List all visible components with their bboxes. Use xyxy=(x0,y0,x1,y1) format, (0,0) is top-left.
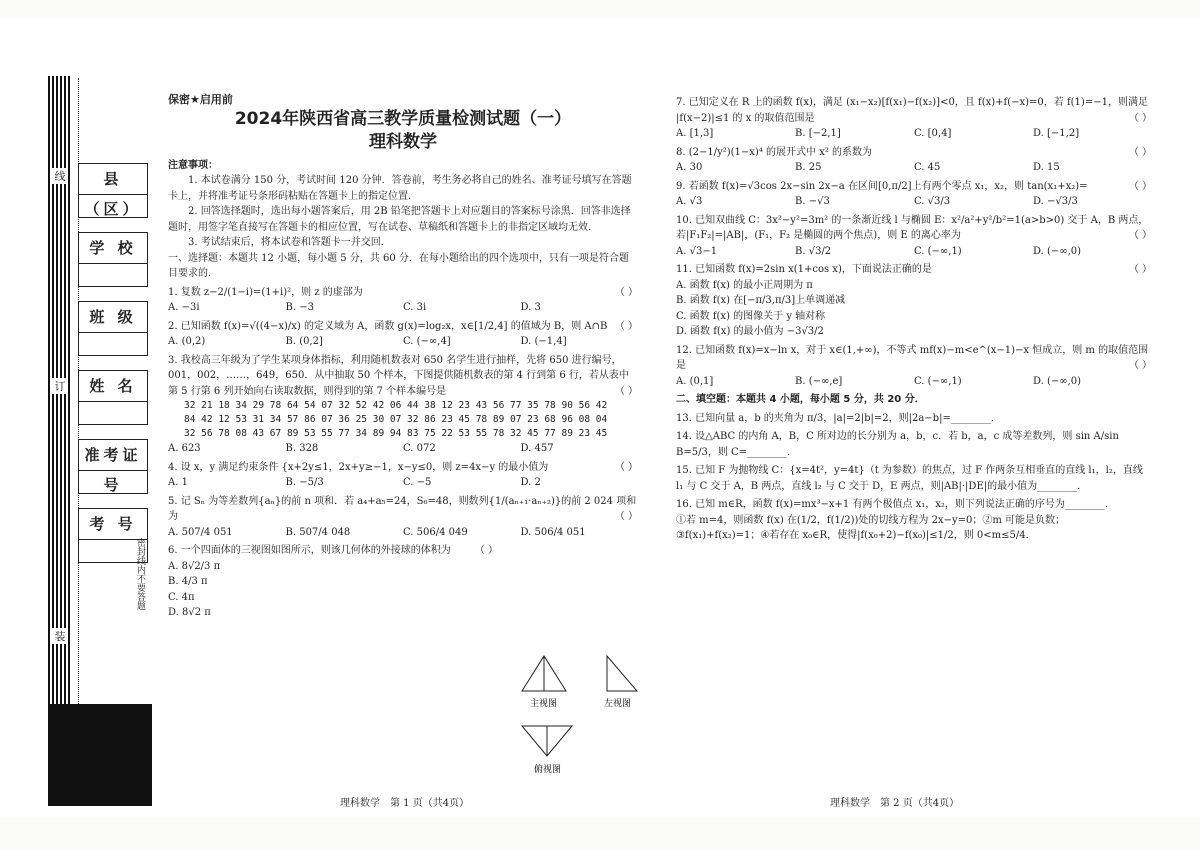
secret-label: 保密★启用前 xyxy=(168,93,233,106)
option: B. √3/2 xyxy=(795,245,832,257)
answer-paren: （ ） xyxy=(1128,180,1152,192)
three-view-figure xyxy=(512,646,647,786)
option: C. 函数 f(x) 的图像关于 y 轴对称 xyxy=(676,310,826,322)
option: C. [0,4] xyxy=(914,128,952,139)
option: A. (0,2) xyxy=(168,336,206,347)
question-16: 16. 已知 m∈R，函数 f(x)=mx³−x+1 有两个极值点 x₁，x₂，则下列说法正确的序号为________． xyxy=(676,499,1115,510)
option: A. 623 xyxy=(168,443,201,454)
right-column xyxy=(676,92,1152,544)
option: B. [−2,1] xyxy=(795,128,841,139)
answer-paren: （ ） xyxy=(1128,264,1152,275)
page-footer-right: 理科数学 第 2 页（共4页） xyxy=(830,798,960,809)
note-item: 2. 回答选择题时，选出每小题答案后，用 2B 铅笔把答题卡上对应题目的答案标号涂黑．回答非选择题时，用签字笔直接写在答题卡的相应位置，写在试卷、草稿纸和答题卡上的非指定区域均无效． xyxy=(168,206,631,233)
option: B. −√3 xyxy=(795,196,830,207)
note-item: 1. 本试卷满分 150 分，考试时间 120 分钟．答卷前，考生务必将自己的姓名、准考证号填写在答题卡上，并将准考证号条形码粘贴在答题卡上的指定位置． xyxy=(168,175,632,202)
option: B. 507/4 048 xyxy=(285,526,351,538)
option: A. √3−1 xyxy=(676,245,718,257)
option: B. −3 xyxy=(285,302,314,313)
side-view-label: 左视图 xyxy=(604,699,632,709)
option: A. 507/4 051 xyxy=(168,526,233,538)
answer-paren: （ ） xyxy=(614,511,638,522)
answer-paren: （ ） xyxy=(1128,230,1152,241)
name-field[interactable]: 姓 名 xyxy=(78,370,148,425)
question-stem: 7. 已知定义在 R 上的函数 f(x)，满足 (x₁−x₂)[f(x₁)−f(x₂)]<0，且 f(x)+f(−x)=0，若 f(1)=−1，则满足 |f(x−2)|≤1 的 x 的取值范围是 xyxy=(676,97,1148,124)
question-stem: 9. 若函数 f(x)=√3cos 2x−sin 2x−a 在区间[0,π/2]上有两个零点 x₁，x₂，则 tan(x₁+x₂)= xyxy=(676,180,1088,192)
option: C. (−∞,1) xyxy=(914,245,962,257)
option: C. −5 xyxy=(403,477,432,488)
option: B. 函数 f(x) 在[−π/3,π/3]上单调递减 xyxy=(676,295,846,306)
question-stem: 6. 一个四面体的三视图如图所示，则该几何体的外接球的体积为 xyxy=(168,545,451,556)
option: A. −3i xyxy=(168,302,200,313)
option: A. [1,3] xyxy=(676,128,714,139)
section-heading: 一、选择题：本题共 12 小题，每小题 5 分，共 60 分．在每小题给出的四个选项中，只有一项是符合题目要求的． xyxy=(168,252,629,279)
question-6 xyxy=(168,543,498,621)
table-row: 32 56 78 08 43 67 89 53 55 77 34 89 94 83 75 22 53 55 78 32 45 77 89 23 45 xyxy=(184,428,608,439)
question-stem: 8. (2−1/y²)(1−x)⁴ 的展开式中 x² 的系数为 xyxy=(676,146,873,158)
option: D. 3 xyxy=(520,302,541,313)
student-info-fields xyxy=(78,163,148,577)
option: D. 8√2 π xyxy=(168,607,211,618)
option: D. 2 xyxy=(520,477,541,488)
question-14: 14. 设△ABC 的内角 A，B，C 所对边的长分别为 a，b，c．若 b，a，c 成等差数列，则 sin A/sin B=5/3，则 C=________． xyxy=(676,431,1119,458)
exam-title: 2024年陕西省高三教学质量检测试题（一） xyxy=(234,108,572,129)
option: C. 3i xyxy=(403,302,427,313)
side-view-shape xyxy=(607,656,637,691)
exam-number-field[interactable]: 考 号 xyxy=(78,508,148,563)
answer-paren: （ ） xyxy=(474,545,498,556)
option: B. −5/3 xyxy=(285,477,324,488)
question-stem: 4. 设 x，y 满足约束条件 {x+2y≤1，2x+y≥−1，x−y≤0，则 z=4x−y 的最小值为 xyxy=(168,461,549,473)
front-view-label: 主视图 xyxy=(530,699,558,709)
question-2 xyxy=(168,319,638,350)
question-10 xyxy=(676,213,1152,260)
option: D. −√3/3 xyxy=(1033,196,1078,207)
question-4 xyxy=(168,460,638,491)
option: D. (−1,4] xyxy=(520,336,567,347)
notes-heading: 注意事项： xyxy=(168,159,218,171)
answer-paren: （ ） xyxy=(614,286,638,298)
answer-paren: （ ） xyxy=(614,320,638,332)
question-stem: 11. 已知函数 f(x)=2sin x(1+cos x)，下面说法正确的是 xyxy=(676,264,932,275)
option: A. 1 xyxy=(168,477,188,488)
option: B. 328 xyxy=(285,443,319,454)
option: D. 457 xyxy=(520,443,554,454)
option: B. (0,2] xyxy=(285,336,323,347)
option: D. (−∞,0) xyxy=(1033,245,1082,257)
ticket-number-field[interactable]: 准考证号 xyxy=(78,439,148,494)
exam-sheet xyxy=(0,18,1200,818)
option: C. 506/4 049 xyxy=(403,526,468,538)
table-row: 32 21 18 34 29 78 64 54 07 32 52 42 06 44 38 12 23 43 56 77 35 78 90 56 42 xyxy=(184,400,608,411)
binding-strip xyxy=(48,76,72,806)
question-12 xyxy=(676,343,1152,390)
table-row: 84 42 12 53 31 34 57 86 07 36 25 30 07 32 86 23 45 78 89 07 23 68 96 08 04 xyxy=(184,414,608,425)
answer-paren: （ ） xyxy=(1128,112,1152,124)
question-16-statement: ③f(x₁)+f(x₂)=1；④若存在 x₀∈R，使得|f(x₀+2)−f(x₀)|≤1/2，则 0<m≤5/4． xyxy=(676,530,1036,541)
option: C. 072 xyxy=(403,443,436,454)
class-field[interactable]: 班 级 xyxy=(78,301,148,356)
county-field[interactable]: 县（区） xyxy=(78,163,148,218)
question-7 xyxy=(676,95,1152,142)
left-column xyxy=(168,92,638,621)
option: B. 4/3 π xyxy=(168,576,208,587)
page-footer-left: 理科数学 第 1 页（共4页） xyxy=(340,798,470,809)
option: A. √3 xyxy=(676,196,703,207)
question-8 xyxy=(676,145,1152,176)
option: C. 45 xyxy=(914,162,941,173)
option: B. (−∞,e] xyxy=(795,375,843,387)
question-11 xyxy=(676,262,1152,340)
seal-mark-bind: 装 xyxy=(52,628,68,644)
option: D. (−∞,0) xyxy=(1033,375,1082,387)
option: C. (−∞,4] xyxy=(403,336,451,347)
seal-mark-line: 线 xyxy=(52,168,68,184)
answer-paren: （ ） xyxy=(1128,360,1152,371)
exam-subtitle: 理科数学 xyxy=(369,131,437,152)
question-13: 13. 已知向量 a，b 的夹角为 π/3，|a|=2|b|=2，则|2a−b|=________． xyxy=(676,412,1001,424)
section-heading: 二、填空题：本题共 4 小题，每小题 5 分，共 20 分． xyxy=(676,394,925,405)
option: C. √3/3 xyxy=(914,196,951,207)
answer-paren: （ ） xyxy=(1128,146,1152,158)
option: C. 4π xyxy=(168,591,195,603)
school-field[interactable]: 学 校 xyxy=(78,232,148,287)
top-view-label: 俯视图 xyxy=(534,765,562,775)
note-item: 3. 考试结束后，将本试卷和答题卡一并交回． xyxy=(188,237,391,248)
random-number-table xyxy=(168,399,638,441)
question-stem: 5. 记 Sₙ 为等差数列{aₙ}的前 n 项和．若 a₄+a₅=24，S₆=48，则数列{1/(aₙ₊₁·aₙ₊₂)}的前 2 024 项和为 xyxy=(168,495,637,522)
question-1 xyxy=(168,285,638,316)
option: A. 8√2/3 π xyxy=(168,560,221,572)
question-15: 15. 已知 F 为抛物线 C：{x=4t²，y=4t}（t 为参数）的焦点，过 F 作两条互相垂直的直线 l₁，l₂，直线 l₁ 与 C 交于 A，B 两点，直线 l₂ 与 C 交于 D，E 两点，则|AB|·|DE|的最小值为________． xyxy=(676,465,1143,492)
question-stem: 3. 我校高三年级为了学生某项身体指标，利用随机数表对 650 名学生进行抽样，先将 650 进行编号，001，002，……，649，650．从中抽取 50 个样本，下图提供随机数表的第 4 行到第 6 行，若从表中第 5 行第 6 列开始向右读取数据，则得到的第 7 个样本编号是 xyxy=(168,354,629,397)
option: A. 函数 f(x) 的最小正周期为 π xyxy=(676,279,813,291)
seal-mark-order: 订 xyxy=(52,378,68,394)
question-5 xyxy=(168,494,638,541)
black-block xyxy=(48,704,152,806)
question-3 xyxy=(168,353,638,457)
question-stem: 12. 已知函数 f(x)=x−ln x，对于 x∈(1,+∞)，不等式 mf(x)−m<e^(x−1)−x 恒成立，则 m 的取值范围是 xyxy=(676,344,1149,371)
option: C. (−∞,1) xyxy=(914,375,962,387)
question-stem: 2. 已知函数 f(x)=√((4−x)/x) 的定义域为 A，函数 g(x)=log₂x，x∈[1/2,4] 的值域为 B，则 A∩B xyxy=(168,320,608,332)
seal-warning: 密封线内不要答题 xyxy=(135,538,145,610)
question-stem: 1. 复数 z−2/(1−i)=(1+i)²，则 z 的虚部为 xyxy=(168,286,363,298)
question-stem: 10. 已知双曲线 C：3x²−y²=3m² 的一条渐近线 l 与椭圆 E：x²/a²+y²/b²=1(a>b>0) 交于 A，B 两点，若|F₁F₂|=|AB|，(F₁，F₂ 是椭圆的两个焦点)，则 E 的离心率为 xyxy=(676,214,1149,241)
answer-paren: （ ） xyxy=(614,461,638,473)
option: D. [−1,2] xyxy=(1033,128,1080,139)
option: B. 25 xyxy=(795,162,822,173)
option: D. 506/4 051 xyxy=(520,526,586,538)
option: D. 函数 f(x) 的最小值为 −3√3/2 xyxy=(676,326,824,337)
question-9 xyxy=(676,179,1152,210)
option: D. 15 xyxy=(1033,162,1060,173)
option: A. 30 xyxy=(676,162,703,173)
option: A. (0,1] xyxy=(676,375,714,387)
answer-paren: （ ） xyxy=(614,385,638,397)
question-16-statement: ①若 m=4，则函数 f(x) 在(1/2，f(1/2))处的切线方程为 2x−y=0；②m 可能是负数； xyxy=(676,514,1066,526)
